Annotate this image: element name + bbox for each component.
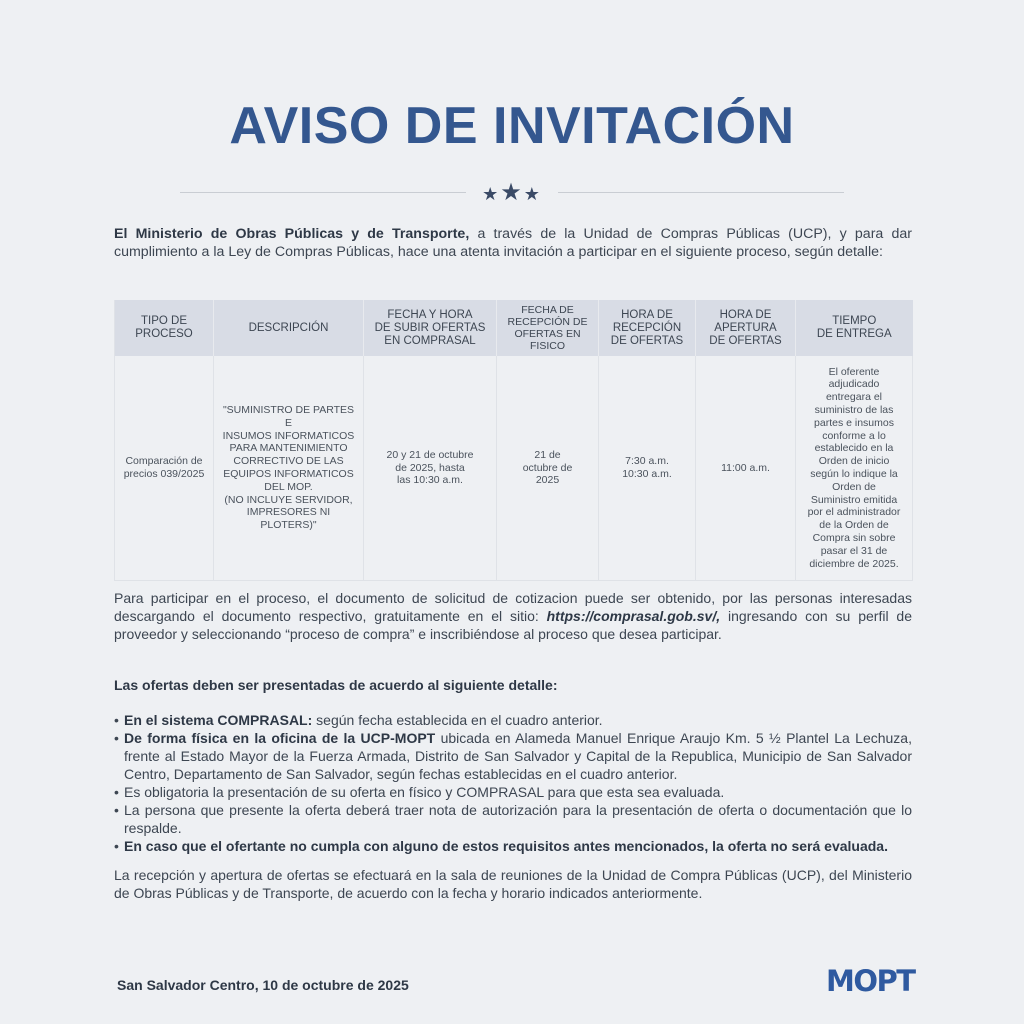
cell-hora-apertura: 11:00 a.m. bbox=[696, 356, 796, 581]
list-item: • De forma física en la oficina de la UCP-MOPT ubicada en Alameda Manuel Enrique Araujo Km. 5 ½ Plantel La Lechuza, frente al Estado Mayor de la Fuerza Armada, Distrito de San Salvador y Capital de la Republica, Municipio de San Salvador Centro, Departamento de San Salvador, según fechas establecidas en el cuadro anterior. bbox=[114, 729, 912, 783]
stars-icon: ★★★ bbox=[482, 179, 542, 206]
requirements-list bbox=[114, 711, 912, 855]
process-table bbox=[114, 300, 913, 581]
offers-heading: Las ofertas deben ser presentadas de acuerdo al siguiente detalle: bbox=[114, 677, 558, 693]
cell-tiempo-entrega: El oferente adjudicado entregara el suministro de las partes e insumos conforme a lo establecido en la Orden de inicio según lo indique la Orden de Suministro emitida por el administrador de la Orden de Compra sin sobre pasar el 31 de diciembre de 2025. bbox=[796, 356, 913, 581]
cell-fecha-fisico: 21 de octubre de 2025 bbox=[497, 356, 599, 581]
header-tipo-proceso: TIPO DE PROCESO bbox=[115, 300, 214, 356]
closing-paragraph: La recepción y apertura de ofertas se efectuará en la sala de reuniones de la Unidad de Compra Públicas (UCP), del Ministerio de Obras Públicas y de Transporte, de acuerdo con la fecha y horario indicados anteriormente. bbox=[114, 867, 912, 901]
cell-fecha-comprasal: 20 y 21 de octubre de 2025, hasta las 10:30 a.m. bbox=[364, 356, 497, 581]
intro-text: a través de la Unidad de Compras Públicas (UCP), y para dar cumplimiento a la Ley de Compras Públicas, hace una atenta invitación a participar en el siguiente proceso, según detalle: bbox=[114, 226, 912, 260]
intro-ministry: El Ministerio de Obras Públicas y de Transporte, bbox=[114, 226, 470, 242]
header-fecha-fisico: FECHA DE RECEPCIÓN DE OFERTAS EN FISICO bbox=[497, 300, 599, 356]
header-descripcion: DESCRIPCIÓN bbox=[214, 300, 364, 356]
list-item: • En caso que el ofertante no cumpla con alguno de estos requisitos antes mencionados, la oferta no será evaluada. bbox=[114, 837, 912, 855]
header-fecha-comprasal: FECHA Y HORA DE SUBIR OFERTAS EN COMPRASAL bbox=[364, 300, 497, 356]
divider-line-right bbox=[558, 192, 844, 193]
participation-text-before: Para participar en el proceso, el documento de solicitud de cotizacion puede ser obtenido, por las personas interesadas descargando el documento respectivo, gratuitamente en el sitio: bbox=[114, 590, 912, 624]
header-hora-apertura: HORA DE APERTURA DE OFERTAS bbox=[696, 300, 796, 356]
comprasal-link[interactable]: https://comprasal.gob.sv/, bbox=[546, 608, 721, 624]
footer-date: San Salvador Centro, 10 de octubre de 2025 bbox=[117, 977, 409, 993]
intro-paragraph bbox=[114, 225, 912, 261]
participation-paragraph bbox=[114, 589, 912, 643]
page-title: AVISO DE INVITACIÓN bbox=[229, 97, 795, 155]
list-item: • Es obligatoria la presentación de su oferta en físico y COMPRASAL para que esta sea evaluada. bbox=[114, 783, 912, 801]
table-header-row bbox=[115, 300, 913, 356]
cell-tipo-proceso: Comparación de precios 039/2025 bbox=[115, 356, 214, 581]
participation-text-after: ingresando con su perfil de proveedor y seleccionando “proceso de compra” e inscribiéndose al proceso que desea participar. bbox=[114, 608, 913, 642]
list-item: • La persona que presente la oferta deberá traer nota de autorización para la presentación de oferta o documentación que lo respalde. bbox=[114, 801, 912, 837]
cell-hora-recepcion: 7:30 a.m. 10:30 a.m. bbox=[599, 356, 696, 581]
cell-descripcion: "SUMINISTRO DE PARTES E INSUMOS INFORMATICOS PARA MANTENIMIENTO CORRECTIVO DE LAS EQUIPOS INFORMATICOS DEL MOP. (NO INCLUYE SERVIDOR, IMPRESORES NI PLOTERS)" bbox=[214, 356, 364, 581]
table-row bbox=[115, 356, 913, 581]
mopt-logo: MOPT bbox=[826, 964, 915, 998]
title-divider bbox=[180, 180, 844, 206]
header-hora-recepcion: HORA DE RECEPCIÓN DE OFERTAS bbox=[599, 300, 696, 356]
list-item: • En el sistema COMPRASAL: según fecha establecida en el cuadro anterior. bbox=[114, 711, 912, 729]
header-tiempo-entrega: TIEMPO DE ENTREGA bbox=[796, 300, 913, 356]
